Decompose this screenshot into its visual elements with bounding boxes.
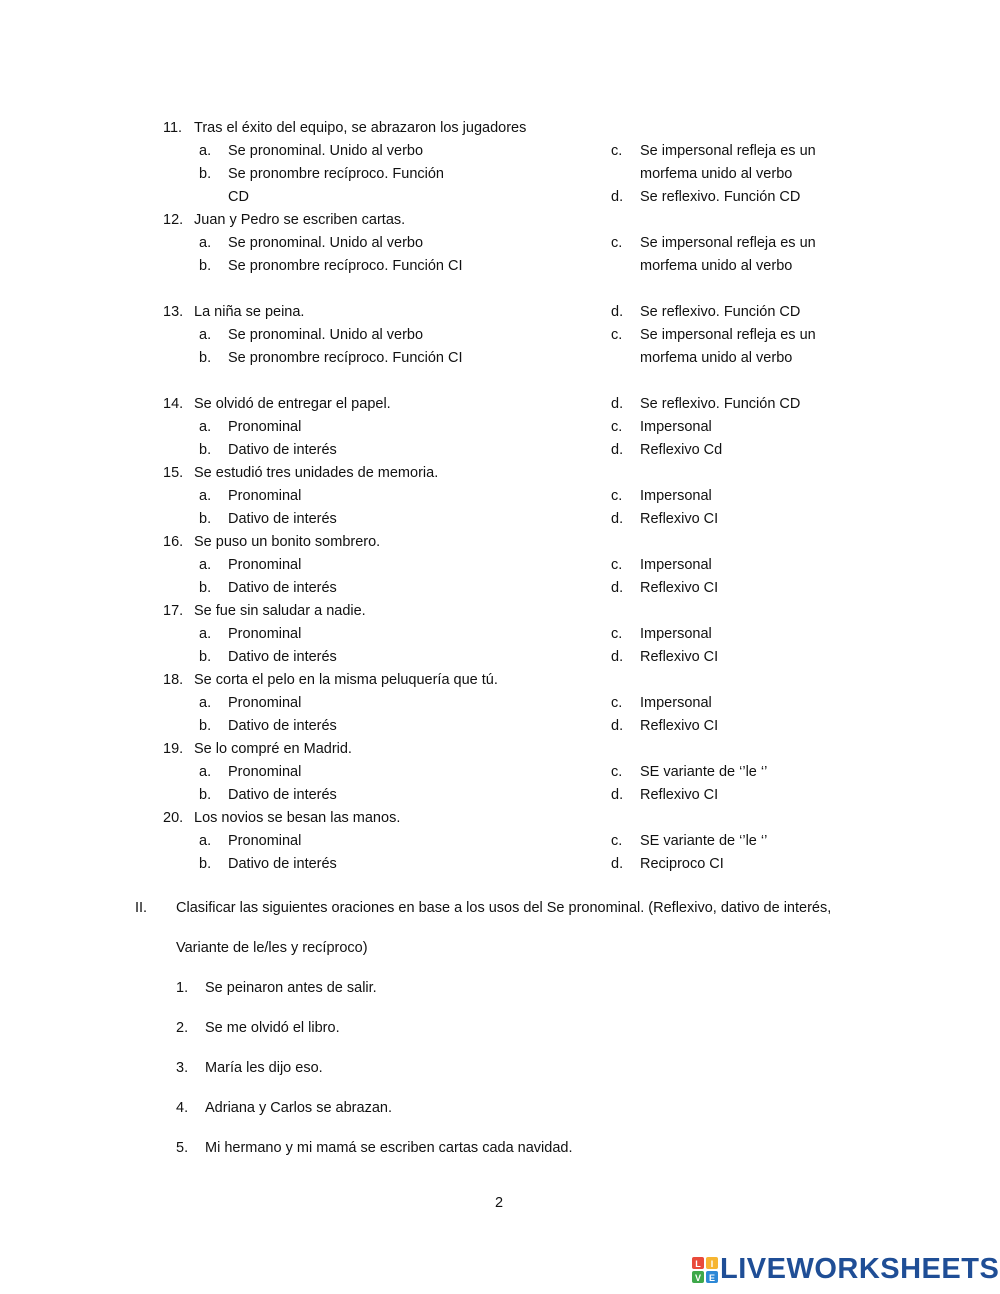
exercise-number: 1. <box>176 980 189 996</box>
option-letter: b. <box>199 787 212 803</box>
option-b: CD <box>228 189 249 205</box>
option-letter: a. <box>199 626 212 642</box>
logo-text: LIVEWORKSHEETS <box>720 1253 1000 1285</box>
option-a: Pronominal <box>228 626 302 642</box>
liveworksheets-logo <box>692 1253 999 1285</box>
question-number: 14. <box>163 396 184 412</box>
question-text: Se estudió tres unidades de memoria. <box>194 465 439 481</box>
option-letter: d. <box>611 718 624 734</box>
option-letter: a. <box>199 557 212 573</box>
option-c: Se impersonal refleja es un <box>640 143 816 159</box>
option-letter: d. <box>611 511 624 527</box>
option-letter: a. <box>199 327 212 343</box>
option-letter: c. <box>611 488 623 504</box>
option-a: Se pronominal. Unido al verbo <box>228 327 424 343</box>
option-d: Reflexivo CI <box>640 649 719 665</box>
option-c: Impersonal <box>640 488 712 504</box>
question-text: Se olvidó de entregar el papel. <box>194 396 391 412</box>
option-letter: c. <box>611 143 623 159</box>
option-letter: b. <box>199 350 212 366</box>
option-d: Reflexivo CI <box>640 787 719 803</box>
option-c: morfema unido al verbo <box>640 166 793 182</box>
option-letter: b. <box>199 856 212 872</box>
question-number: 15. <box>163 465 184 481</box>
option-letter: b. <box>199 718 212 734</box>
option-letter: c. <box>611 764 623 780</box>
option-b: Dativo de interés <box>228 442 337 458</box>
option-a: Pronominal <box>228 833 302 849</box>
svg-text:L: L <box>695 1259 701 1269</box>
option-letter: b. <box>199 580 212 596</box>
option-c: Se impersonal refleja es un <box>640 327 816 343</box>
question-text: Se lo compré en Madrid. <box>194 741 352 757</box>
option-d: Reflexivo CI <box>640 718 719 734</box>
option-letter: c. <box>611 833 623 849</box>
option-d: Se reflexivo. Función CD <box>640 189 801 205</box>
liveworksheets-mark-icon <box>692 1254 720 1284</box>
question-number: 18. <box>163 672 184 688</box>
option-b: Se pronombre recíproco. Función <box>228 166 444 182</box>
option-letter: a. <box>199 143 212 159</box>
exercise-sentence: Se peinaron antes de salir. <box>205 980 377 996</box>
option-b: Dativo de interés <box>228 649 337 665</box>
svg-text:E: E <box>708 1273 716 1283</box>
question-number: 17. <box>163 603 184 619</box>
exercise-sentence: María les dijo eso. <box>205 1060 323 1076</box>
option-letter: c. <box>611 695 623 711</box>
option-c: Impersonal <box>640 557 712 573</box>
option-letter: c. <box>611 235 623 251</box>
question-text: Tras el éxito del equipo, se abrazaron los jugadores <box>194 120 527 136</box>
option-a: Se pronominal. Unido al verbo <box>228 235 424 251</box>
question-number: 16. <box>163 534 184 550</box>
option-letter: d. <box>611 580 624 596</box>
option-letter: d. <box>611 442 624 458</box>
option-letter: d. <box>611 649 624 665</box>
question-text: La niña se peina. <box>194 304 305 320</box>
question-number: 19. <box>163 741 184 757</box>
option-letter: b. <box>199 649 212 665</box>
option-c: morfema unido al verbo <box>640 350 793 366</box>
section-instruction: Variante de le/les y recíproco) <box>176 940 368 956</box>
question-number: 13. <box>163 304 184 320</box>
option-letter: a. <box>199 419 212 435</box>
option-c: Se impersonal refleja es un <box>640 235 816 251</box>
exercise-number: 4. <box>176 1100 189 1116</box>
option-c: morfema unido al verbo <box>640 258 793 274</box>
option-letter: c. <box>611 557 623 573</box>
svg-text:V: V <box>694 1273 702 1283</box>
page-number: 2 <box>495 1195 504 1211</box>
option-letter: d. <box>611 856 624 872</box>
question-number: 11. <box>163 120 183 136</box>
option-c: Impersonal <box>640 695 712 711</box>
option-b: Dativo de interés <box>228 856 337 872</box>
option-letter: c. <box>611 419 623 435</box>
option-a: Pronominal <box>228 764 302 780</box>
option-a: Se pronominal. Unido al verbo <box>228 143 424 159</box>
option-b: Dativo de interés <box>228 718 337 734</box>
question-text: Juan y Pedro se escriben cartas. <box>194 212 406 228</box>
question-number: 12. <box>163 212 184 228</box>
question-text: Se puso un bonito sombrero. <box>194 534 381 550</box>
option-d: Se reflexivo. Función CD <box>640 396 801 412</box>
option-c: SE variante de ‘’le ‘’ <box>640 833 768 849</box>
option-b: Dativo de interés <box>228 580 337 596</box>
exercise-sentence: Mi hermano y mi mamá se escriben cartas cada navidad. <box>205 1140 573 1156</box>
option-b: Se pronombre recíproco. Función CI <box>228 350 463 366</box>
option-c: Impersonal <box>640 626 712 642</box>
exercise-number: 2. <box>176 1020 189 1036</box>
option-letter: d. <box>611 189 624 205</box>
exercise-sentence: Adriana y Carlos se abrazan. <box>205 1100 392 1116</box>
option-letter: a. <box>199 833 212 849</box>
option-letter: d. <box>611 396 624 412</box>
option-d: Reflexivo CI <box>640 511 719 527</box>
option-letter: a. <box>199 488 212 504</box>
option-letter: d. <box>611 787 624 803</box>
question-text: Se fue sin saludar a nadie. <box>194 603 366 619</box>
option-c: Impersonal <box>640 419 712 435</box>
svg-text:I: I <box>710 1259 714 1269</box>
exercise-number: 3. <box>176 1060 189 1076</box>
option-b: Se pronombre recíproco. Función CI <box>228 258 463 274</box>
question-text: Los novios se besan las manos. <box>194 810 401 826</box>
option-d: Reciproco CI <box>640 856 724 872</box>
option-d: Reflexivo CI <box>640 580 719 596</box>
option-letter: a. <box>199 764 212 780</box>
option-letter: b. <box>199 511 212 527</box>
section-instruction: Clasificar las siguientes oraciones en base a los usos del Se pronominal. (Reflexivo, dativo de interés, <box>176 900 832 916</box>
option-letter: c. <box>611 327 623 343</box>
option-letter: b. <box>199 442 212 458</box>
option-a: Pronominal <box>228 488 302 504</box>
option-letter: c. <box>611 626 623 642</box>
exercise-sentence: Se me olvidó el libro. <box>205 1020 340 1036</box>
question-text: Se corta el pelo en la misma peluquería que tú. <box>194 672 498 688</box>
option-letter: a. <box>199 235 212 251</box>
option-letter: b. <box>199 166 212 182</box>
section-numeral: II. <box>135 900 148 916</box>
option-d: Reflexivo Cd <box>640 442 723 458</box>
option-letter: d. <box>611 304 624 320</box>
question-number: 20. <box>163 810 184 826</box>
option-b: Dativo de interés <box>228 787 337 803</box>
option-a: Pronominal <box>228 419 302 435</box>
option-b: Dativo de interés <box>228 511 337 527</box>
option-c: SE variante de ‘’le ‘’ <box>640 764 768 780</box>
option-letter: b. <box>199 258 212 274</box>
option-d: Se reflexivo. Función CD <box>640 304 801 320</box>
option-a: Pronominal <box>228 695 302 711</box>
exercise-number: 5. <box>176 1140 189 1156</box>
option-letter: a. <box>199 695 212 711</box>
option-a: Pronominal <box>228 557 302 573</box>
